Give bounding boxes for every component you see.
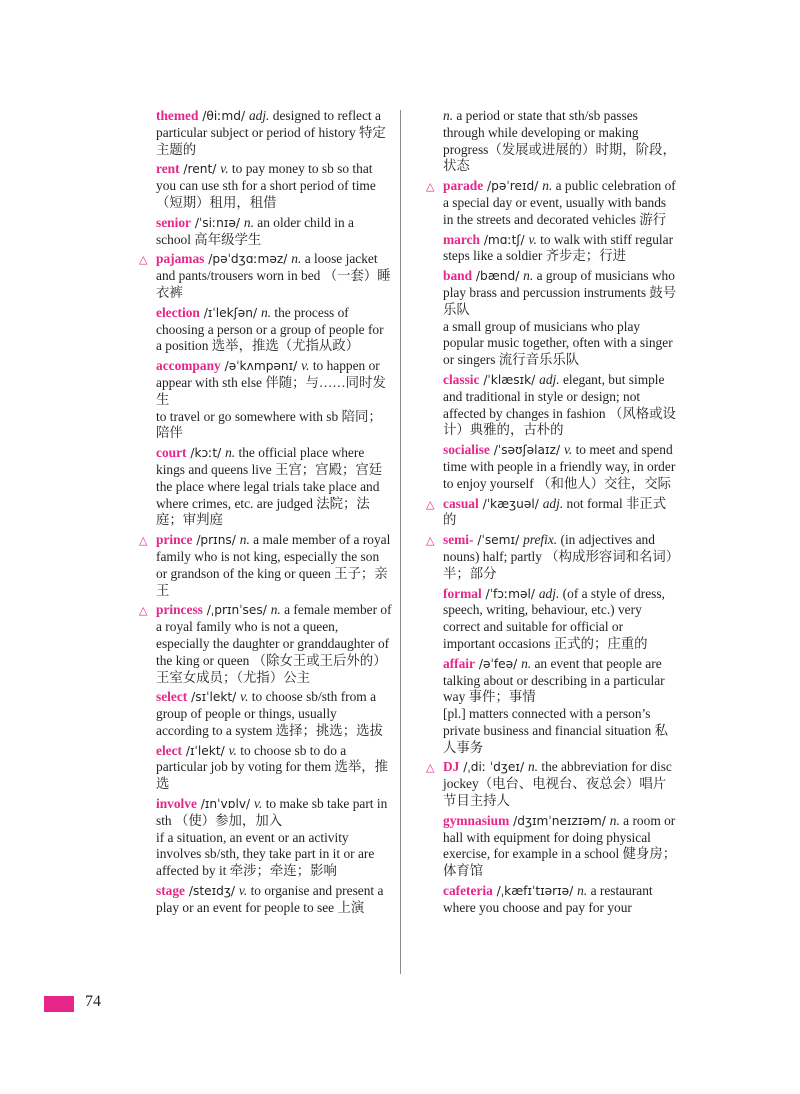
headword: casual <box>443 495 479 511</box>
headword: rent <box>156 161 180 177</box>
part-of-speech: n. <box>239 532 250 548</box>
headword: senior <box>156 214 191 230</box>
entry-sense <box>443 178 677 228</box>
definition: a loose jacket and pants/trousers worn in bed （一套）睡衣裤 <box>156 251 391 300</box>
definition: the process of choosing a person or a group of people for a position 选举，推选（尤指从政） <box>156 304 384 354</box>
pronunciation: /ˈsemɪ/ <box>473 533 524 548</box>
definition: an older child in a school 高年级学生 <box>156 214 354 247</box>
definition: to organise and present a play or an event for people to see 上演 <box>156 883 384 915</box>
definition: to travel or go somewhere with sb 陪同；陪伴 <box>156 408 382 441</box>
headword: princess <box>156 602 203 618</box>
pronunciation: /mɑːtʃ/ <box>479 232 529 247</box>
entry-sense <box>443 656 677 706</box>
headword: affair <box>443 655 475 671</box>
definition: a group of musicians who play brass and percussion instruments 鼓号乐队 <box>443 268 677 317</box>
dictionary-entry <box>156 796 392 880</box>
entry-sense <box>156 830 392 880</box>
entry-sense <box>156 479 392 529</box>
pronunciation: /ˈsəʊʃəlaɪz/ <box>489 443 564 458</box>
entry-sense <box>156 215 392 249</box>
definition: to meet and spend time with people in a friendly way, in order to enjoy yourself （和他人）交往，交际 <box>443 442 676 491</box>
part-of-speech: n. <box>443 108 454 123</box>
part-of-speech: v. <box>528 231 537 247</box>
dictionary-entry <box>443 586 677 653</box>
part-of-speech: v. <box>220 161 229 177</box>
definition: a period or state that sth/sb passes through while developing or making progress（发展或进展的）时期，阶段，状态 <box>443 108 676 174</box>
entry-sense <box>156 305 392 355</box>
definition: a female member of a royal family who is not a queen, especially the daughter or granddaughter of the king or queen （除女王或王后外的）王室女成员；（尤指）公主 <box>156 602 392 685</box>
entry-sense <box>443 706 677 756</box>
pronunciation: /sɪˈlekt/ <box>187 690 241 705</box>
entry-sense <box>156 108 392 158</box>
dictionary-entry <box>443 813 677 880</box>
headword: prince <box>156 532 193 548</box>
entry-sense <box>156 409 392 443</box>
definition: if a situation, an event or an activity involves sb/sth, they take part in it or are affected by it 牵涉；牵连；影响 <box>156 829 375 879</box>
definition: the official place where kings and queens live 王宫；宫殿；宫廷 <box>156 445 383 477</box>
entry-sense <box>443 319 677 369</box>
dictionary-entry <box>426 532 677 582</box>
triangle-marker-icon: △ <box>426 180 435 194</box>
pronunciation: /ɪnˈvɒlv/ <box>196 797 255 812</box>
pronunciation: /ˌprɪnˈses/ <box>202 603 271 618</box>
headword: cafeteria <box>443 883 493 899</box>
headword: themed <box>156 108 199 123</box>
definition: (in adjectives and nouns) half; partly （构成形容词和名词）半；部分 <box>443 532 673 581</box>
headword: semi- <box>443 532 474 548</box>
definition: an event that people are talking about or describing in a particular way 事件；事情 <box>443 655 665 705</box>
definition: a small group of musicians who play popular music together, often with a singer or singers 流行音乐乐队 <box>443 318 673 368</box>
pronunciation: /ˌdiː ˈdʒeɪ/ <box>459 760 528 775</box>
dictionary-entry <box>156 743 392 793</box>
entry-sense <box>156 532 392 599</box>
dictionary-entry <box>156 883 392 917</box>
part-of-speech: n. <box>523 268 534 284</box>
triangle-marker-icon: △ <box>426 534 435 548</box>
pronunciation: /pəˈdʒɑːməz/ <box>204 252 292 267</box>
part-of-speech: adj. <box>538 585 560 601</box>
entry-sense <box>156 796 392 830</box>
definition: a public celebration of a special day or event, usually with bands in the streets and decorated vehicles 游行 <box>443 178 676 227</box>
part-of-speech: n. <box>609 812 620 828</box>
definition: to happen or appear with sth else 伴随；与……同时发生 <box>156 358 386 407</box>
dictionary-entry <box>426 178 677 228</box>
triangle-marker-icon: △ <box>426 761 435 775</box>
part-of-speech: adj. <box>539 371 560 387</box>
entry-sense <box>443 372 677 439</box>
pronunciation: /ˈkæʒuəl/ <box>478 496 543 511</box>
pronunciation: /steɪdʒ/ <box>185 884 239 899</box>
page-number: 74 <box>85 993 101 1010</box>
pronunciation: /ˈsiːnɪə/ <box>190 215 244 230</box>
entry-sense <box>443 532 677 582</box>
part-of-speech: v. <box>228 742 237 758</box>
part-of-speech: v. <box>301 358 310 374</box>
headword: stage <box>156 883 186 899</box>
left-column <box>139 108 392 920</box>
entry-sense <box>156 602 392 686</box>
definition: to make sb take part in sth （使）参加，加入 <box>156 796 388 828</box>
dictionary-entry <box>443 883 677 917</box>
dictionary-entry <box>443 268 677 369</box>
entry-sense <box>443 268 677 318</box>
part-of-speech: v. <box>238 883 248 899</box>
headword: band <box>443 268 473 284</box>
triangle-marker-icon: △ <box>139 253 148 267</box>
pronunciation: /ˌkæfɪˈtɪərɪə/ <box>492 884 578 899</box>
entry-sense <box>443 496 677 530</box>
headword: classic <box>443 371 480 387</box>
dictionary-entry <box>443 232 677 266</box>
dictionary-entry <box>443 372 677 439</box>
dictionary-entry <box>156 108 392 158</box>
entry-sense <box>443 442 677 492</box>
dictionary-entry <box>443 442 677 492</box>
headword: gymnasium <box>443 812 510 828</box>
definition: a restaurant where you choose and pay for your <box>443 883 653 915</box>
entry-sense <box>156 161 392 211</box>
part-of-speech: adj. <box>248 108 270 123</box>
entry-sense <box>443 108 677 175</box>
pronunciation: /prɪns/ <box>192 533 240 548</box>
definition: [pl.] matters connected with a person’s private business and financial situation 私人事务 <box>443 706 668 755</box>
dictionary-entry <box>139 602 392 686</box>
dictionary-entry <box>156 215 392 249</box>
headword: march <box>443 231 480 247</box>
pronunciation: /rent/ <box>179 162 221 177</box>
pronunciation: /kɔːt/ <box>186 446 226 461</box>
headword: pajamas <box>156 251 205 267</box>
part-of-speech: n. <box>521 655 532 671</box>
right-column <box>426 108 677 920</box>
headword: elect <box>156 742 183 758</box>
pronunciation: /bænd/ <box>472 269 524 284</box>
part-of-speech: n. <box>270 602 281 618</box>
definition: the abbreviation for disc jockey（电台、电视台、夜总会）唱片节目主持人 <box>443 759 672 809</box>
definition: (of a style of dress, speech, writing, behaviour, etc.) very correct and suitable for official or important occasions 正式的；庄重的 <box>443 585 665 651</box>
definition: the place where legal trials take place and where crimes, etc. are judged 法院；法庭；审判庭 <box>156 478 380 528</box>
headword: DJ <box>443 759 460 775</box>
pronunciation: /θiːmd/ <box>198 109 249 123</box>
dictionary-entry <box>156 358 392 442</box>
definition: designed to reflect a particular subject or period of history 特定主题的 <box>156 108 386 157</box>
headword: court <box>156 445 187 461</box>
dictionary-entry <box>156 689 392 739</box>
entry-sense <box>156 251 392 301</box>
dictionary-entry <box>139 251 392 301</box>
headword: election <box>156 304 200 320</box>
pronunciation: /ɪˈlekʃən/ <box>199 305 261 320</box>
part-of-speech: n. <box>542 178 553 194</box>
dictionary-entry <box>156 161 392 211</box>
dictionary-entry <box>426 759 677 809</box>
definition: to choose sb/sth from a group of people or things, usually according to a system 选择；挑选；选拔 <box>156 689 383 738</box>
definition: a male member of a royal family who is not king, especially the son or grandson of the king or queen 王子；亲王 <box>156 532 391 598</box>
part-of-speech: n. <box>225 445 236 461</box>
headword: formal <box>443 585 482 601</box>
triangle-marker-icon: △ <box>139 604 148 618</box>
entry-sense <box>443 759 677 809</box>
headword: involve <box>156 796 197 812</box>
definition: not formal 非正式的 <box>443 495 667 528</box>
dictionary-entry <box>156 305 392 355</box>
part-of-speech: n. <box>527 759 538 775</box>
entry-sense <box>443 232 677 266</box>
entry-sense <box>443 586 677 653</box>
definition: elegant, but simple and traditional in style or design; not affected by changes in fashion （风格或设计）典雅的，古朴的 <box>443 371 676 438</box>
part-of-speech: n. <box>577 883 588 899</box>
triangle-marker-icon: △ <box>426 497 435 511</box>
part-of-speech: n. <box>260 304 272 320</box>
headword: socialise <box>443 442 490 458</box>
part-of-speech: v. <box>240 689 249 705</box>
part-of-speech: v. <box>254 796 263 812</box>
headword: accompany <box>156 358 221 374</box>
pronunciation: /pəˈreɪd/ <box>483 179 543 194</box>
column-divider <box>400 110 401 974</box>
entry-sense <box>443 813 677 880</box>
entry-sense <box>156 358 392 408</box>
dictionary-entry <box>443 656 677 757</box>
part-of-speech: adj. <box>542 495 564 511</box>
headword: parade <box>443 178 484 194</box>
dictionary-entry <box>139 532 392 599</box>
part-of-speech: prefix. <box>523 532 558 548</box>
page-number-tab <box>44 996 74 1012</box>
entry-sense <box>156 883 392 917</box>
pronunciation: /əˈfeə/ <box>474 656 522 671</box>
part-of-speech: n. <box>291 251 302 267</box>
pronunciation: /ˈfɔːməl/ <box>481 586 539 601</box>
dictionary-entry <box>426 495 677 530</box>
entry-sense <box>156 689 392 739</box>
part-of-speech: v. <box>563 442 573 458</box>
pronunciation: /əˈkʌmpənɪ/ <box>220 359 302 374</box>
entry-sense <box>156 445 392 479</box>
dictionary-entry <box>156 445 392 529</box>
triangle-marker-icon: △ <box>139 534 148 548</box>
dictionary-entry <box>443 108 677 175</box>
part-of-speech: n. <box>243 214 254 230</box>
pronunciation: /dʒɪmˈneɪzɪəm/ <box>509 813 610 828</box>
definition: to choose sb to do a particular job by voting for them 选举，推选 <box>156 742 389 792</box>
pronunciation: /ɪˈlekt/ <box>182 743 229 758</box>
definition: a room or hall with equipment for doing physical exercise, for example in a school 健身房；体育馆 <box>443 812 677 879</box>
entry-sense <box>156 743 392 793</box>
headword: select <box>156 689 188 705</box>
entry-sense <box>443 883 677 917</box>
definition: to pay money to sb so that you can use sth for a short period of time （短期）租用，租借 <box>156 161 376 210</box>
definition: to walk with stiff regular steps like a soldier 齐步走；行进 <box>443 231 674 264</box>
pronunciation: /ˈklæsɪk/ <box>479 372 540 387</box>
